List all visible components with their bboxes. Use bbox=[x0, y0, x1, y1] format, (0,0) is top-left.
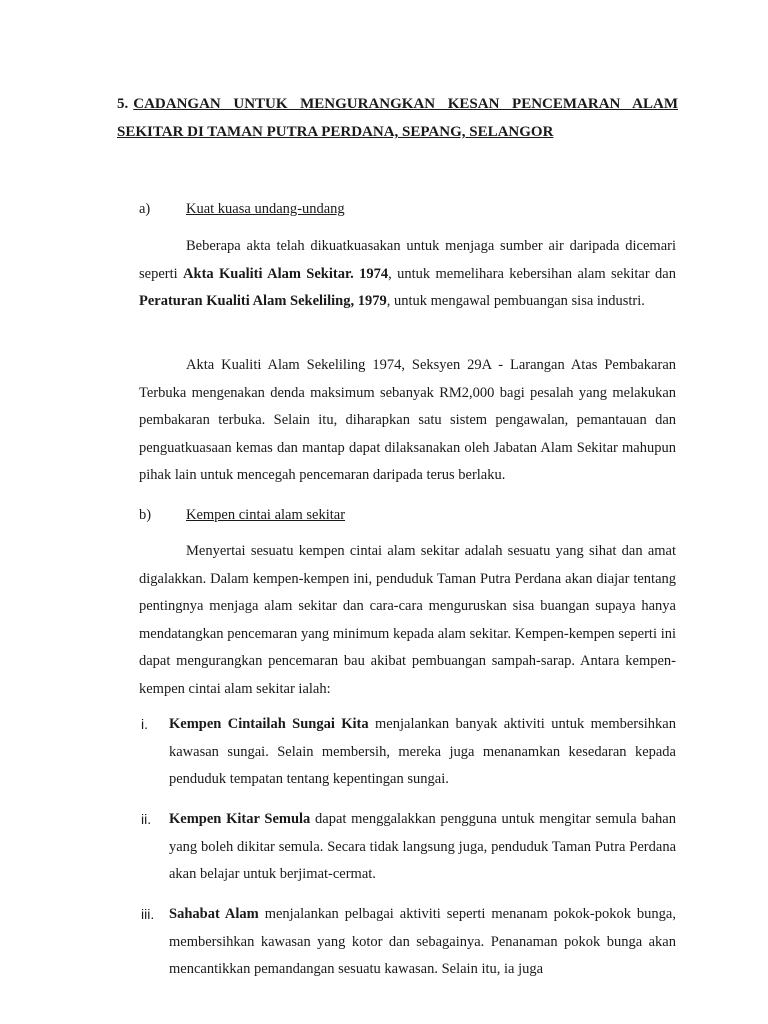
list-item-number: i. bbox=[141, 716, 148, 732]
text-run: Beberapa akta telah dikuatkuasakan untuk menjaga sumber air daripada dicemari seperti bbox=[139, 238, 676, 282]
section-b-title: Kempen cintai alam sekitar bbox=[186, 507, 346, 523]
list-item-text bbox=[169, 711, 676, 794]
text-run: , untuk mengawal pembuangan sisa industri. bbox=[386, 293, 645, 309]
heading-number: 5. bbox=[117, 96, 129, 112]
campaign-name-bold: Sahabat Alam bbox=[169, 906, 259, 922]
section-b-paragraph-1 bbox=[139, 538, 676, 703]
list-item-number: iii. bbox=[141, 906, 155, 922]
text-run: Menyertai sesuatu kempen cintai alam sekitar adalah sesuatu yang sihat dan amat digalakkan. Dalam kempen-kempen ini, penduduk Taman Putra Perdana akan diajar tentang pentingnya menjaga alam sekitar dan cara-cara menguruskan sisa buangan supaya hanya mendatangkan pencemaran yang minimum kepada alam sekitar. Kempen-kempen seperti ini dapat mengurangkan pencemaran bau akibat pembuangan sampah-sarap. Antara kempen-kempen cintai alam sekitar ialah: bbox=[139, 543, 676, 697]
heading-title: CADANGAN UNTUK MENGURANGKAN KESAN PENCEMARAN ALAM SEKITAR DI TAMAN PUTRA PERDANA, SEPANG, SELANGOR bbox=[117, 96, 678, 140]
campaign-name-bold: Kempen Kitar Semula bbox=[169, 811, 311, 827]
text-run: menjalankan banyak aktiviti untuk membersihkan kawasan sungai. Selain membersih, mereka juga menanamkan kesedaran kepada penduduk tempatan tentang kepentingan sungai. bbox=[169, 716, 676, 787]
list-item-text bbox=[169, 806, 676, 889]
section-a-paragraph-2 bbox=[139, 352, 676, 490]
section-a-label: a) bbox=[139, 201, 151, 217]
list-item-text bbox=[169, 901, 676, 984]
campaign-name-bold: Kempen Cintailah Sungai Kita bbox=[169, 716, 369, 732]
section-heading bbox=[117, 90, 678, 146]
section-a-title: Kuat kuasa undang-undang bbox=[186, 201, 345, 217]
section-b-label: b) bbox=[139, 507, 152, 523]
act-name-bold: Akta Kualiti Alam Sekitar. 1974 bbox=[183, 265, 389, 282]
text-run: Akta Kualiti Alam Sekeliling 1974, Seksyen 29A - Larangan Atas Pembakaran Terbuka mengenakan denda maksimum sebanyak RM2,000 bagi pesalah yang melakukan pembakaran terbuka. Selain itu, diharapkan satu sistem pengawalan, pemantauan dan penguatkuasaan kemas dan mantap dapat dilaksanakan oleh Jabatan Alam Sekitar mahupun pihak lain untuk mencegah pencemaran daripada terus berlaku. bbox=[139, 357, 676, 483]
text-run: menjalankan pelbagai aktiviti seperti menanam pokok-pokok bunga, membersihkan kawasan yang kotor dan sebagainya. Penanaman pokok bunga akan mencantikkan pemandangan sesuatu kawasan. Selain itu, ia juga bbox=[169, 906, 676, 977]
regulation-name-bold: Peraturan Kualiti Alam Sekeliling, 1979 bbox=[139, 293, 387, 309]
section-a-paragraph-1 bbox=[139, 233, 676, 316]
list-item-number: ii. bbox=[141, 811, 152, 827]
text-run: , untuk memelihara kebersihan alam sekitar dan bbox=[388, 265, 676, 282]
text-run: dapat menggalakkan pengguna untuk mengitar semula bahan yang boleh dikitar semula. Secara tidak langsung juga, penduduk Taman Putra Perdana akan belajar untuk berjimat-cermat. bbox=[169, 811, 676, 882]
